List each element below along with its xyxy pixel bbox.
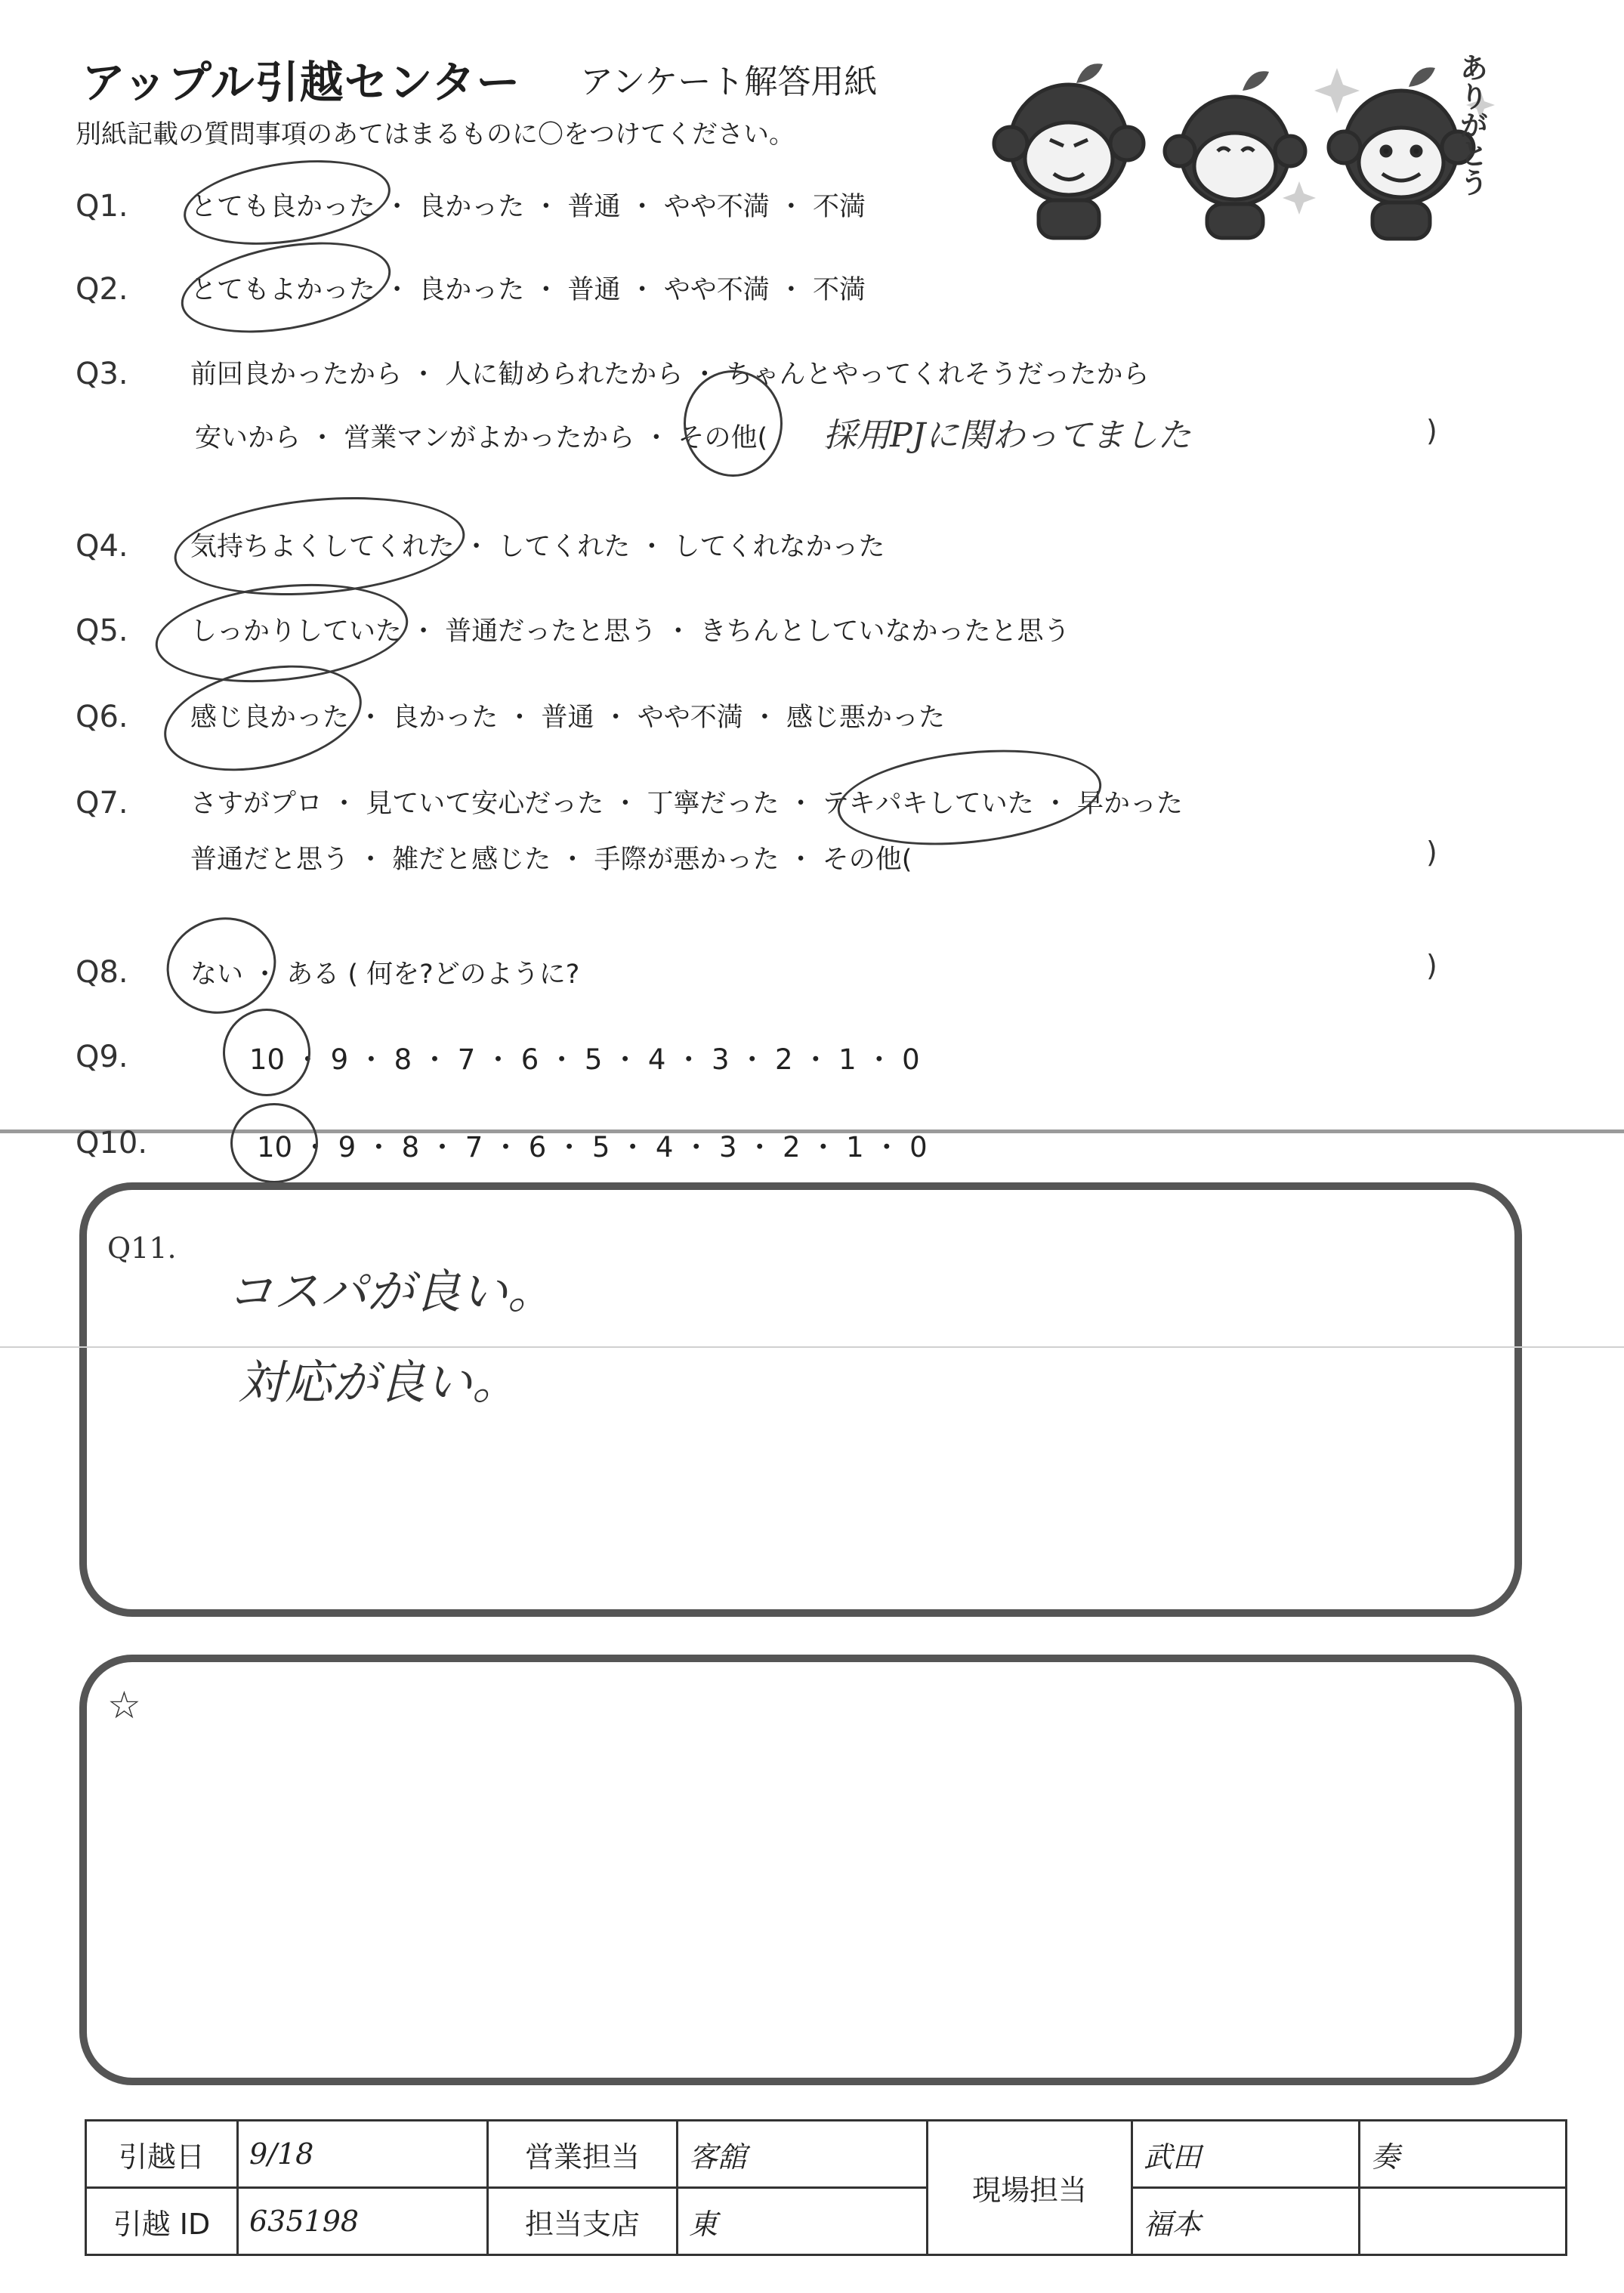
q6-options: 感じ良かった ・ 良かった ・ 普通 ・ やや不満 ・ 感じ悪かった xyxy=(190,703,946,733)
q8-options: ない ・ ある ( 何を?どのように? xyxy=(190,960,580,990)
q11-label: Q11. xyxy=(107,1231,177,1265)
site-staff-2: 福本 xyxy=(1132,2188,1360,2255)
site-staff-3: 奏 xyxy=(1360,2121,1567,2188)
company-name: アップル引越センター xyxy=(82,57,521,108)
answer-circle xyxy=(223,1009,310,1096)
q2-label: Q2. xyxy=(76,272,128,307)
q10-options: 10 ・ 9 ・ 8 ・ 7 ・ 6 ・ 5 ・ 4 ・ 3 ・ 2 ・ 1 ・ 0 xyxy=(257,1131,928,1163)
empty-cell xyxy=(1360,2188,1567,2255)
q9-options: 10 ・ 9 ・ 8 ・ 7 ・ 6 ・ 5 ・ 4 ・ 3 ・ 2 ・ 1 ・ 0 xyxy=(249,1043,920,1076)
answer-circle xyxy=(174,227,397,347)
instruction-text: 別紙記載の質問事項のあてはまるものに〇をつけてください。 xyxy=(76,119,795,150)
footer-table xyxy=(85,2119,1567,2256)
q3-label: Q3. xyxy=(76,357,128,391)
q5-options: しっかりしていた ・ 普通だったと思う ・ きちんとしていなかったと思う xyxy=(190,617,1070,647)
move-date-label: 引越日 xyxy=(86,2121,238,2188)
q8-close-paren: ) xyxy=(1426,949,1437,982)
monkey-mascot-icon xyxy=(982,45,1496,242)
answer-circle xyxy=(230,1103,318,1183)
branch-label: 担当支店 xyxy=(488,2188,678,2255)
q2-options: とてもよかった ・ 良かった ・ 普通 ・ やや不満 ・ 不満 xyxy=(190,275,866,305)
sales-label: 営業担当 xyxy=(488,2121,678,2188)
form-title: アンケート解答用紙 xyxy=(580,63,878,101)
star-comment-box xyxy=(79,1655,1522,2085)
q4-label: Q4. xyxy=(76,529,128,564)
q7-options-line2: 普通だと思う ・ 雑だと感じた ・ 手際が悪かった ・ その他( xyxy=(190,845,912,875)
q5-label: Q5. xyxy=(76,613,128,648)
q10-label: Q10. xyxy=(76,1126,148,1160)
answer-circle xyxy=(178,148,396,256)
q4-options: 気持ちよくしてくれた ・ してくれた ・ してくれなかった xyxy=(190,532,885,562)
move-id-label: 引越 ID xyxy=(86,2188,238,2255)
q7-label: Q7. xyxy=(76,786,128,820)
scan-line xyxy=(0,1346,1624,1348)
q11-answer-line1: コスパが良い。 xyxy=(227,1264,555,1319)
q1-label: Q1. xyxy=(76,189,128,224)
answer-circle xyxy=(156,905,287,1025)
answer-circle xyxy=(684,370,783,477)
q7-close-paren: ) xyxy=(1426,836,1437,869)
q3-handwritten-answer: 採用PJに関わってました xyxy=(823,416,1191,455)
move-id-value: 635198 xyxy=(238,2188,488,2255)
sales-value: 客舘 xyxy=(678,2121,928,2188)
q7-options-line1: さすがプロ ・ 見ていて安心だった ・ 丁寧だった ・ テキパキしていた ・ 早かった xyxy=(190,789,1184,819)
star-icon: ☆ xyxy=(107,1683,141,1727)
q1-options: とても良かった ・ 良かった ・ 普通 ・ やや不満 ・ 不満 xyxy=(190,192,866,222)
q8-label: Q8. xyxy=(76,955,128,990)
q6-label: Q6. xyxy=(76,700,128,734)
site-staff-1: 武田 xyxy=(1132,2121,1360,2188)
q11-answer-line2: 対応が良い。 xyxy=(238,1355,520,1410)
q3-options-line1: 前回良かったから ・ 人に勧められたから ・ ちゃんとやってくれそうだったから xyxy=(190,360,1150,390)
q3-options-line2: 安いから ・ 営業マンがよかったから ・ その他( xyxy=(195,423,768,453)
move-date-value: 9/18 xyxy=(238,2121,488,2188)
mascot-message: ありがとう xyxy=(1455,53,1488,196)
q3-close-paren: ) xyxy=(1426,414,1437,447)
site-staff-label: 現場担当 xyxy=(928,2121,1132,2255)
branch-value: 東 xyxy=(678,2188,928,2255)
q9-label: Q9. xyxy=(76,1040,128,1074)
